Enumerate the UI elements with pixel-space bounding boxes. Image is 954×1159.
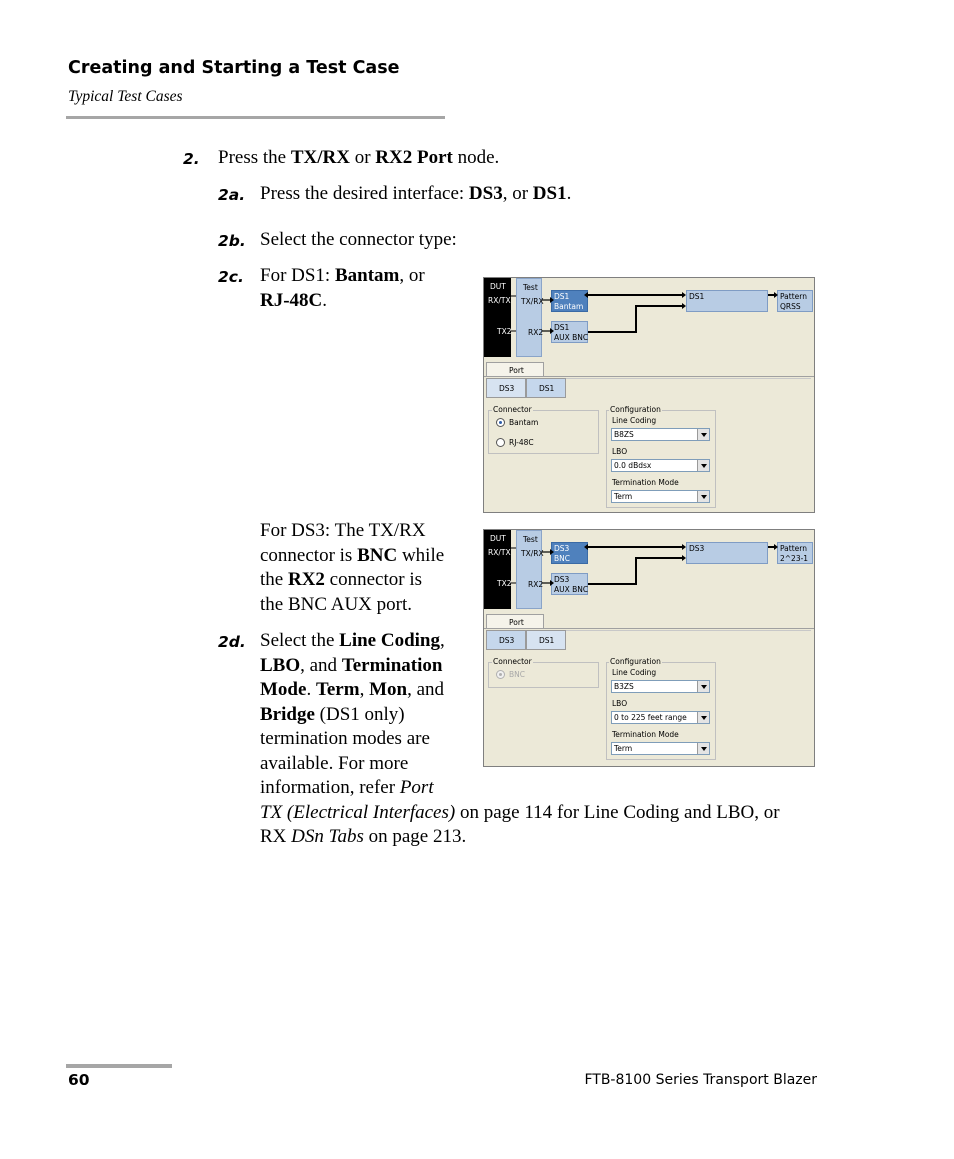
ds3-bnc-block[interactable]: DS3 BNC bbox=[551, 542, 588, 564]
ds3-aux-bnc-block[interactable]: DS3 AUX BNC bbox=[551, 573, 588, 595]
chevron-down-icon[interactable] bbox=[697, 681, 709, 692]
lbo-select[interactable]: 0.0 dBdsx bbox=[611, 459, 710, 472]
header-rule bbox=[66, 116, 445, 119]
termination-mode-select[interactable]: Term bbox=[611, 742, 710, 755]
lbo-label: LBO bbox=[612, 447, 628, 456]
ds3-port-screenshot bbox=[483, 529, 815, 767]
chevron-down-icon[interactable] bbox=[697, 743, 709, 754]
connector-label: Connector bbox=[493, 657, 532, 666]
connector-label: Connector bbox=[493, 405, 532, 414]
dut-label: DUT bbox=[490, 282, 506, 291]
subtab-ds1[interactable]: DS1 bbox=[526, 378, 566, 398]
step-2d-number: 2d. bbox=[218, 633, 246, 651]
tab-port[interactable]: Port bbox=[486, 614, 544, 629]
subtab-ds3[interactable]: DS3 bbox=[486, 378, 526, 398]
chevron-down-icon[interactable] bbox=[697, 460, 709, 471]
rj48c-label: RJ-48C bbox=[509, 438, 534, 447]
lbo-label: LBO bbox=[612, 699, 628, 708]
step-2c-text: For DS1: Bantam, or RJ-48C. bbox=[260, 265, 425, 311]
ds1-port-screenshot bbox=[483, 277, 815, 513]
rx2-node[interactable]: RX2 bbox=[528, 328, 544, 337]
subtab-ds3[interactable]: DS3 bbox=[486, 630, 526, 650]
bnc-label: BNC bbox=[509, 670, 525, 679]
txrx-node[interactable]: TX/RX bbox=[521, 297, 544, 306]
connection-wires bbox=[484, 278, 814, 358]
ds1-framing-block[interactable]: DS1 bbox=[686, 290, 768, 312]
step-2d-text: Select the Line Coding, LBO, and Termination Mode. Term, Mon, and Bridge (DS1 only) termination modes are available. For more information, refer Port TX (Electrical Interfaces) on page 114 for Line Coding and LBO, or RX DSn Tabs on page 213. bbox=[260, 630, 780, 847]
rxtx-label: RX/TX bbox=[488, 548, 511, 557]
step-2a-number: 2a. bbox=[218, 186, 246, 204]
step-2b-number: 2b. bbox=[218, 232, 246, 250]
step-2b-text: Select the connector type: bbox=[260, 229, 457, 250]
lbo-select[interactable]: 0 to 225 feet range bbox=[611, 711, 710, 724]
section-title: Creating and Starting a Test Case bbox=[68, 58, 400, 78]
configuration-label: Configuration bbox=[610, 405, 661, 414]
pattern-block[interactable]: Pattern QRSS bbox=[777, 290, 813, 312]
tab-divider bbox=[484, 628, 814, 629]
txrx-node[interactable]: TX/RX bbox=[521, 549, 544, 558]
step-2-number: 2. bbox=[183, 150, 200, 168]
chevron-down-icon[interactable] bbox=[697, 429, 709, 440]
tx2-label: TX2 bbox=[497, 579, 512, 588]
ds1-aux-bnc-block[interactable]: DS1 AUX BNC bbox=[551, 321, 588, 343]
line-coding-select[interactable]: B8ZS bbox=[611, 428, 710, 441]
connector-group bbox=[488, 410, 599, 454]
page-number: 60 bbox=[68, 1071, 90, 1089]
step-2a-text: Press the desired interface: DS3, or DS1. bbox=[260, 183, 572, 204]
chevron-down-icon[interactable] bbox=[697, 712, 709, 723]
section-subtitle: Typical Test Cases bbox=[68, 88, 183, 105]
termination-mode-select[interactable]: Term bbox=[611, 490, 710, 503]
test-label: Test bbox=[523, 535, 538, 544]
ds3-note: For DS3: The TX/RX connector is BNC while the RX2 connector is the BNC AUX port. bbox=[260, 520, 445, 615]
tx2-label: TX2 bbox=[497, 327, 512, 336]
rxtx-label: RX/TX bbox=[488, 296, 511, 305]
subtab-strip bbox=[566, 378, 811, 399]
subtab-strip bbox=[566, 630, 811, 651]
tab-divider bbox=[484, 376, 814, 377]
rj48c-radio[interactable] bbox=[496, 438, 505, 447]
line-coding-select[interactable]: B3ZS bbox=[611, 680, 710, 693]
product-name: FTB-8100 Series Transport Blazer bbox=[584, 1072, 817, 1088]
ds1-bantam-block[interactable]: DS1 Bantam bbox=[551, 290, 588, 312]
bnc-radio[interactable] bbox=[496, 670, 505, 679]
bantam-label: Bantam bbox=[509, 418, 539, 427]
footer-rule bbox=[66, 1064, 172, 1068]
bantam-radio[interactable] bbox=[496, 418, 505, 427]
subtab-ds1[interactable]: DS1 bbox=[526, 630, 566, 650]
pattern-block[interactable]: Pattern 2^23-1 bbox=[777, 542, 813, 564]
ds3-framing-block[interactable]: DS3 bbox=[686, 542, 768, 564]
step-2c-number: 2c. bbox=[218, 268, 244, 286]
line-coding-label: Line Coding bbox=[612, 668, 657, 677]
test-label: Test bbox=[523, 283, 538, 292]
dut-label: DUT bbox=[490, 534, 506, 543]
line-coding-label: Line Coding bbox=[612, 416, 657, 425]
termination-mode-label: Termination Mode bbox=[612, 730, 679, 739]
configuration-label: Configuration bbox=[610, 657, 661, 666]
tab-port[interactable]: Port bbox=[486, 362, 544, 377]
termination-mode-label: Termination Mode bbox=[612, 478, 679, 487]
rx2-node[interactable]: RX2 bbox=[528, 580, 544, 589]
chevron-down-icon[interactable] bbox=[697, 491, 709, 502]
connection-wires bbox=[484, 530, 814, 610]
step-2-text: Press the TX/RX or RX2 Port node. bbox=[218, 147, 500, 168]
